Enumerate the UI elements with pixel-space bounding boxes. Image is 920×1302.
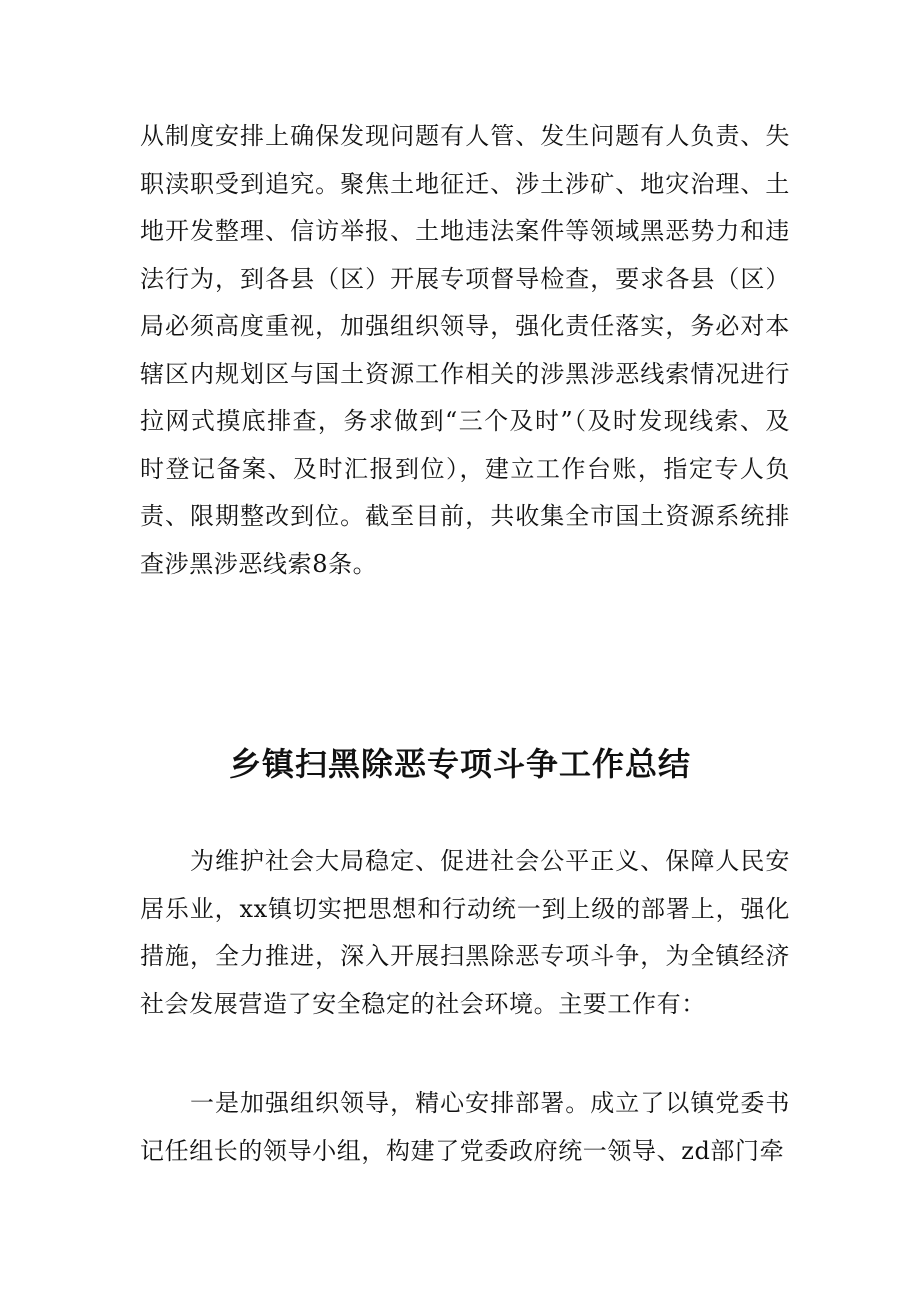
document-title: 乡镇扫黑除恶专项斗争工作总结 — [228, 745, 691, 783]
point-one-paragraph: 一是加强组织领导，精心安排部署。成立了以镇党委书记任组长的领导小组，构建了党委政府统一领导、zd部门牵 — [140, 1089, 790, 1165]
intro-paragraph: 为维护社会大局稳定、促进社会公平正义、保障人民安居乐业，xx镇切实把思想和行动统一到上级的部署上，强化措施，全力推进，深入开展扫黑除恶专项斗争，为全镇经济社会发展营造了安全稳定的社会环境。主要工作有： — [140, 847, 790, 1018]
continuation-paragraph: 从制度安排上确保发现问题有人管、发生问题有人负责、失职渎职受到追究。聚焦土地征迁、涉土涉矿、地灾治理、土地开发整理、信访举报、土地违法案件等领域黑恶势力和违法行为，到各县（区）开展专项督导检查，要求各县（区）局必须高度重视，加强组织领导，强化责任落实，务必对本辖区内规划区与国土资源工作相关的涉黑涉恶线索情况进行拉网式摸底排查，务求做到“三个及时”（及时发现线索、及时登记备案、及时汇报到位），建立工作台账，指定专人负责、限期整改到位。截至目前，共收集全市国土资源系统排查涉黑涉恶线索8条。 — [140, 122, 790, 578]
